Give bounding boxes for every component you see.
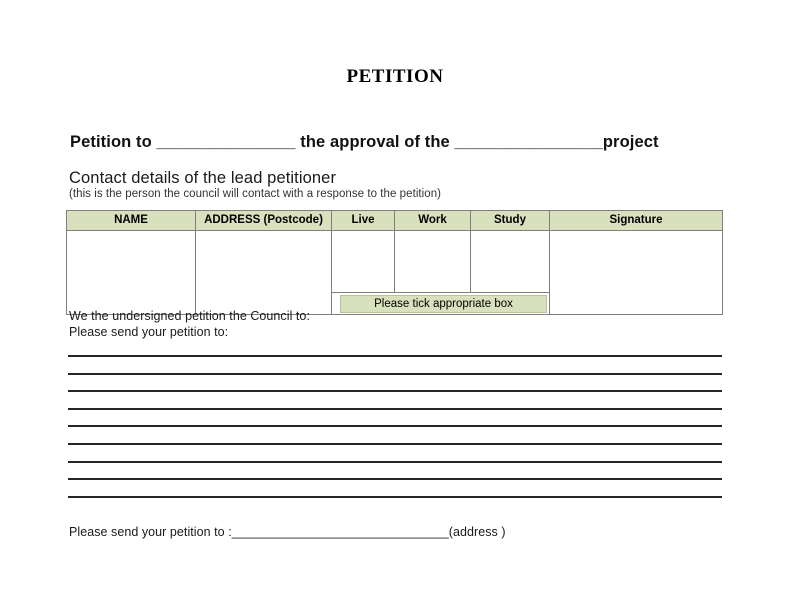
tick-appropriate-box-note: Please tick appropriate box — [340, 295, 547, 313]
rule-line — [68, 373, 722, 375]
column-header-study: Study — [471, 211, 550, 231]
tick-note-cell — [332, 293, 550, 315]
rule-line — [68, 496, 722, 498]
rule-line — [68, 408, 722, 410]
column-header-name: NAME — [67, 211, 196, 231]
rule-line — [68, 355, 722, 357]
column-header-address: ADDRESS (Postcode) — [196, 211, 332, 231]
checkbox-work[interactable] — [395, 231, 471, 293]
checkbox-study[interactable] — [471, 231, 550, 293]
field-name[interactable] — [67, 231, 196, 315]
column-header-signature: Signature — [550, 211, 723, 231]
checkbox-live[interactable] — [332, 231, 395, 293]
footer-send-petition-address: Please send your petition to :_______________________________(address ) — [69, 525, 506, 539]
rule-line — [68, 461, 722, 463]
rule-line — [68, 443, 722, 445]
column-header-work: Work — [395, 211, 471, 231]
table-header-row — [67, 211, 723, 231]
page-title: PETITION — [346, 66, 444, 87]
contact-details-subtext: (this is the person the council will contact with a response to the petition) — [69, 188, 442, 200]
send-petition-statement: Please send your petition to: — [69, 325, 229, 339]
contact-details-heading: Contact details of the lead petitioner — [69, 169, 337, 187]
ruled-writing-lines — [68, 355, 722, 513]
petition-statement-line: Petition to _______________ the approval of the ________________project — [70, 133, 659, 151]
field-address[interactable] — [196, 231, 332, 315]
table-body — [67, 231, 723, 315]
table-row — [67, 231, 723, 293]
rule-line — [68, 390, 722, 392]
rule-line — [68, 478, 722, 480]
field-signature[interactable] — [550, 231, 723, 315]
undersigned-statement: We the undersigned petition the Council to: — [69, 309, 310, 323]
column-header-live: Live — [332, 211, 395, 231]
rule-line — [68, 425, 722, 427]
lead-petitioner-table — [66, 210, 723, 315]
